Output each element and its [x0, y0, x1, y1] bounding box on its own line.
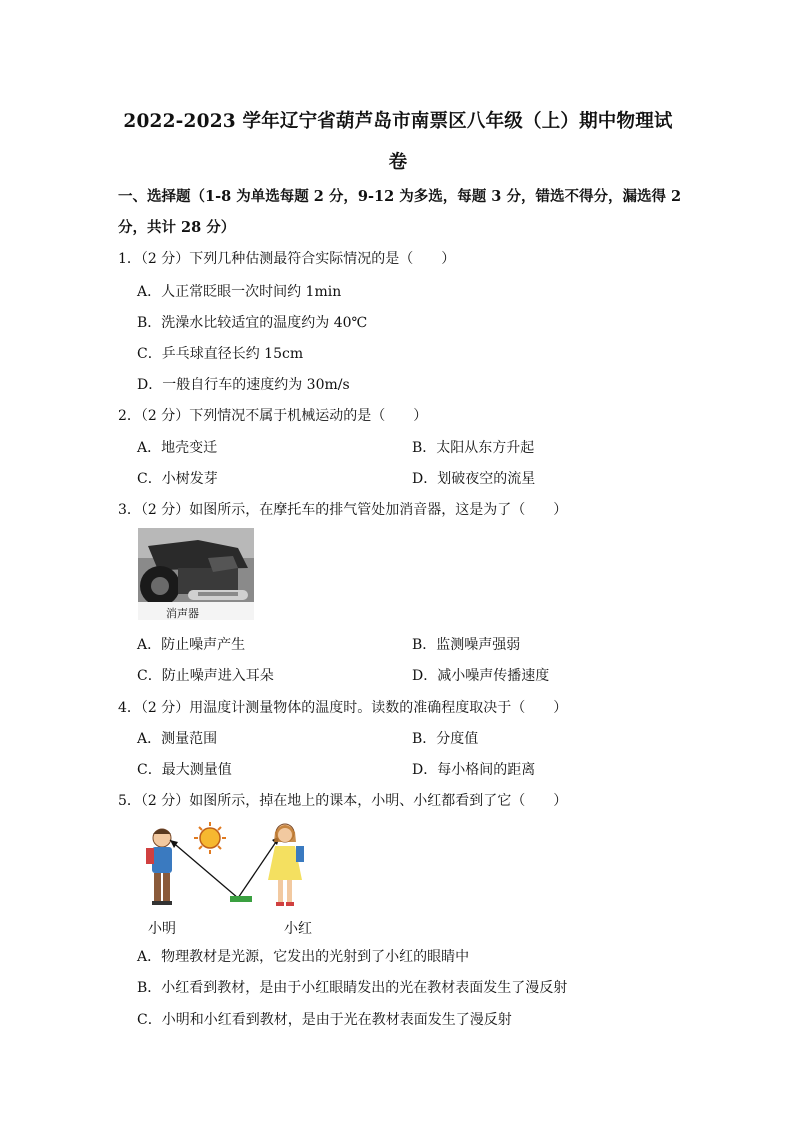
label-xiaohong: 小红 [284, 921, 312, 937]
question-2-option-d: D．划破夜空的流星 [412, 471, 536, 487]
question-1-option-c: C．乒乓球直径长约 15cm [137, 346, 304, 362]
question-3-option-c: C．防止噪声进入耳朵 [137, 668, 274, 684]
question-3-stem: 3．（2 分）如图所示，在摩托车的排气管处加消音器，这是为了（ ） [118, 502, 568, 518]
question-1-option-b: B．洗澡水比较适宜的温度约为 40℃ [137, 315, 368, 331]
question-2-option-a: A．地壳变迁 [137, 440, 218, 456]
question-4-stem: 4．（2 分）用温度计测量物体的温度时。读数的准确程度取决于（ ） [118, 700, 568, 716]
label-xiaoming: 小明 [148, 921, 176, 937]
question-5-option-a: A．物理教材是光源，它发出的光射到了小红的眼睛中 [137, 949, 470, 965]
book-icon [230, 896, 252, 902]
question-4-option-b: B．分度值 [412, 731, 479, 747]
muffler-caption: 消声器 [166, 607, 199, 620]
question-5-stem: 5．（2 分）如图所示，掉在地上的课本，小明、小红都看到了它（ ） [118, 793, 568, 809]
question-1-option-d: D．一般自行车的速度约为 30m/s [137, 377, 350, 393]
question-3-option-d: D．减小噪声传播速度 [412, 668, 550, 684]
question-2-option-c: C．小树发芽 [137, 471, 218, 487]
boy-illustration [146, 829, 172, 905]
reflection-figure [140, 818, 320, 918]
question-1-option-a: A．人正常眨眼一次时间约 1min [137, 284, 342, 300]
question-2-stem: 2．（2 分）下列情况不属于机械运动的是（ ） [118, 408, 428, 424]
page-title-continued: 卷 [388, 152, 408, 173]
question-5-option-b: B．小红看到教材，是由于小红眼睛发出的光在教材表面发生了漫反射 [137, 980, 568, 996]
question-4-option-d: D．每小格间的距离 [412, 762, 536, 778]
page-title: 2022-2023 学年辽宁省葫芦岛市南票区八年级（上）期中物理试 [123, 111, 673, 132]
sun-icon [194, 822, 226, 854]
girl-illustration [268, 824, 304, 906]
question-2-option-b: B．太阳从东方升起 [412, 440, 535, 456]
question-3-option-b: B．监测噪声强弱 [412, 637, 521, 653]
question-4-option-c: C．最大测量值 [137, 762, 232, 778]
question-5-option-c: C．小明和小红看到教材，是由于光在教材表面发生了漫反射 [137, 1012, 512, 1028]
question-3-option-a: A．防止噪声产生 [137, 637, 246, 653]
question-4-option-a: A．测量范围 [137, 731, 218, 747]
section-heading: 一、选择题（1-8 为单选每题 2 分，9-12 为多选，每题 3 分，错选不得分，漏选得 2 分，共计 28 分） [118, 188, 682, 236]
question-1-stem: 1．（2 分）下列几种估测最符合实际情况的是（ ） [118, 251, 456, 267]
